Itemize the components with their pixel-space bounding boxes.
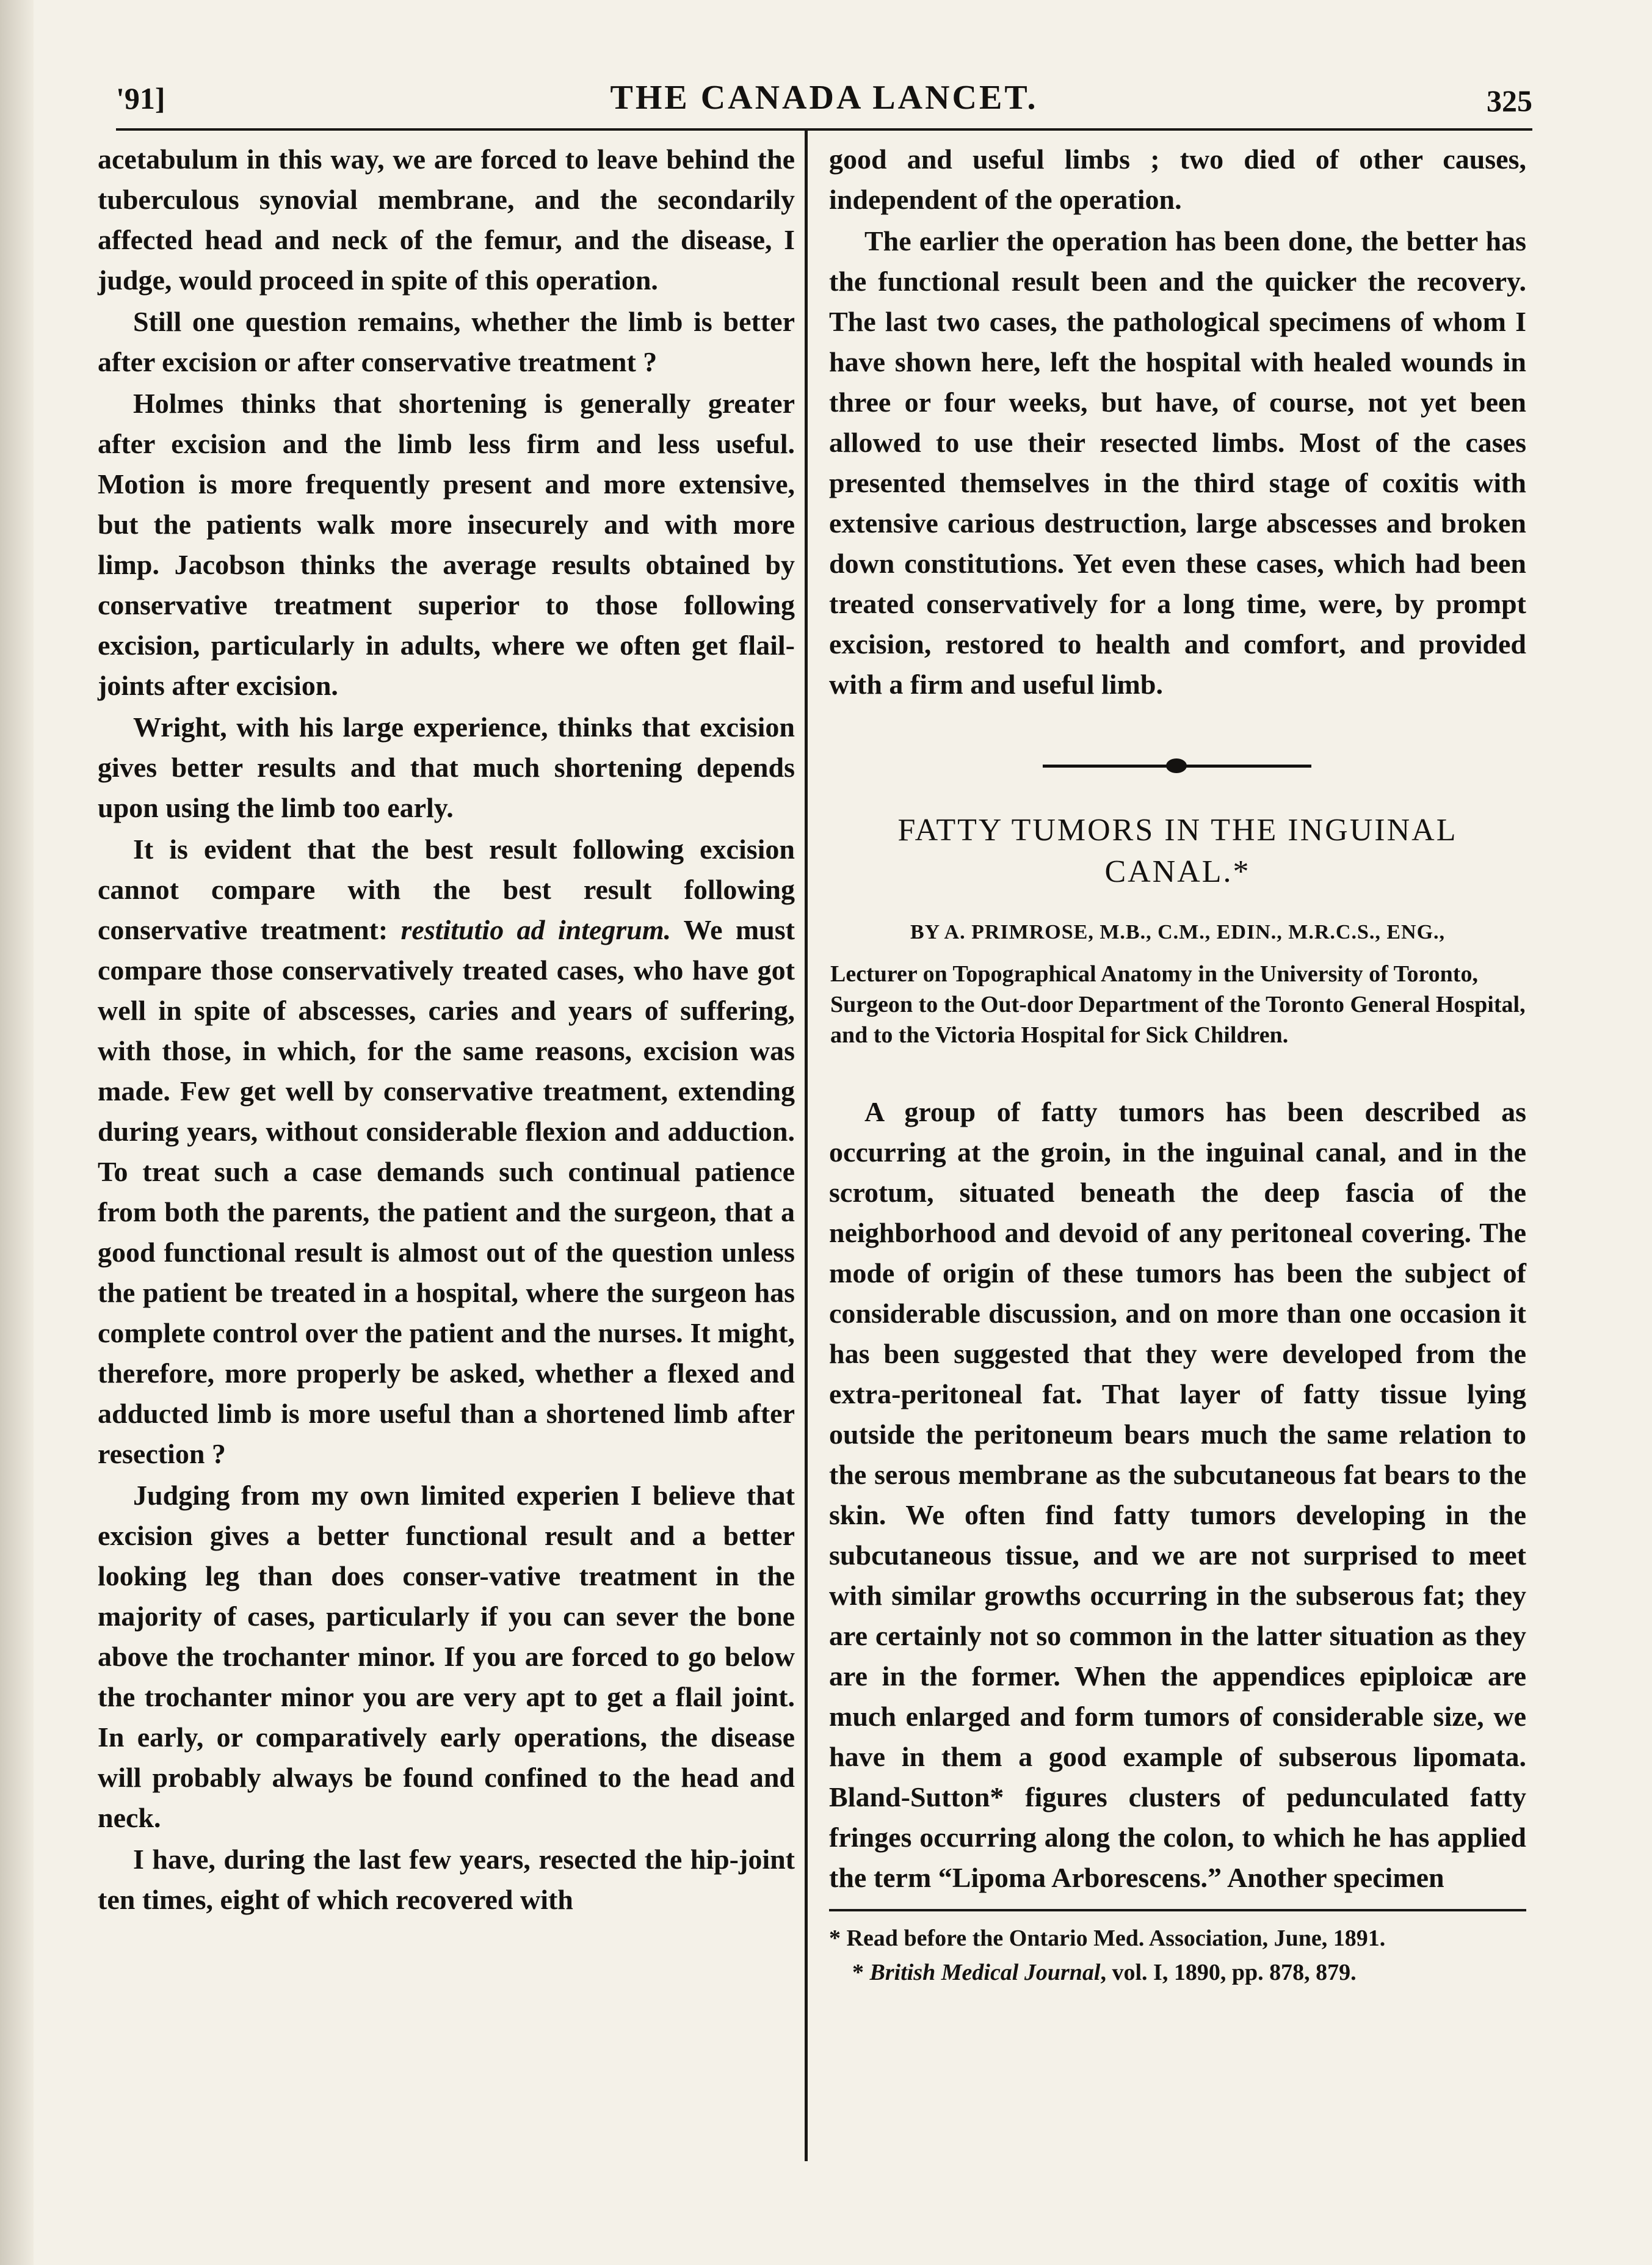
author-affiliation: Lecturer on Topographical Anatomy in the University of Toronto, Surgeon to the Out-door Department of the Toronto General Hospital, and to the Victoria Hospital for Sick Children.	[830, 961, 1526, 1048]
text-run: We must compare those conservatively treated cases, who have got well in spite of abscesses, caries and years of suffering, with those, in which, for the same reasons, excision was made. Few get well by conservative treatment, extending during years, without considerable flexion and adduction. To treat such a case demands such continual patience from both the parents, the patient and the surgeon, that a good functional result is almost out of the question unless the patient be treated in a hospital, where the surgeon has complete control over the patient and the nurses. It might, therefore, more properly be asked, whether a flexed and adducted limb is more useful than a shortened limb after resection ?	[98, 914, 795, 1469]
separator-ornament	[1166, 758, 1187, 773]
text-run: It is evident that the best result following excision cannot compare with the best result following conservative treatment:	[98, 834, 795, 945]
article-title: FATTY TUMORS IN THE INGUINAL CANAL.*	[897, 813, 1458, 889]
section-separator	[829, 740, 1526, 795]
right-column	[829, 139, 1526, 1990]
paragraph: Judging from my own limited experien I believe that excision gives a better functional result and a better looking leg than does conser-vative treatment in the majority of cases, particularly if you can sever the bone above the trochanter minor. If you are forced to go below the trochanter minor you are very apt to get a flail joint. In early, or comparatively early operations, the disease will probably always be found confined to the head and neck.	[98, 1480, 795, 1833]
text-run: , vol. I, 1890, pp. 878, 879.	[1100, 1960, 1357, 1985]
footnote-rule	[829, 1909, 1526, 1911]
footnote	[829, 1955, 1526, 1990]
column-divider	[805, 131, 808, 2161]
header-rule	[116, 128, 1532, 131]
left-column	[98, 139, 795, 1920]
paragraph: I have, during the last few years, resected the hip-joint ten times, eight of which recovered with	[98, 1844, 795, 1915]
journal-title: THE CANADA LANCET.	[610, 79, 1038, 117]
footnote: * Read before the Ontario Med. Association, June, 1891.	[829, 1925, 1386, 1951]
text-run: *	[852, 1960, 870, 1985]
article-body: A group of fatty tumors has been described as occurring at the groin, in the inguinal canal, and in the scrotum, situated beneath the deep fascia of the neighborhood and devoid of any peritoneal covering. The mode of origin of these tumors has been the subject of considerable discussion, and on more than one occasion it has been suggested that they were developed from the extra-peritoneal fat. That layer of fatty tissue lying outside the peritoneum bears much the same relation to the serous membrane as the subcutaneous fat bears to the skin. We often find fatty tumors developing in the subcutaneous tissue, and we are not surprised to meet with similar growths occurring in the subserous fat; they are certainly not so common in the latter situation as they are in the former. When the appendices epiploicæ are much enlarged and form tumors of considerable size, we have in them a good example of subserous lipomata. Bland-Sutton* figures clusters of pedunculated fatty fringes occurring along the colon, to which he has applied the term “Lipoma Arborescens.” Another specimen	[829, 1096, 1526, 1893]
paragraph: Wright, with his large experience, thinks that excision gives better results and that much shortening depends upon using the limb too early.	[98, 711, 795, 823]
paragraph: Holmes thinks that shortening is generally greater after excision and the limb less firm and less useful. Motion is more frequently present and more extensive, but the patients walk more insecurely and with more limp. Jacobson thinks the average results obtained by conservative treatment superior to those following excision, particularly in adults, where we often get flail-joints after excision.	[98, 388, 795, 701]
binding-shadow	[0, 0, 34, 2265]
paragraph: good and useful limbs ; two died of other causes, independent of the operation.	[829, 144, 1526, 215]
page-number: 325	[1487, 84, 1532, 118]
paragraph: The earlier the operation has been done, the better has the functional result been and the quicker the recovery. The last two cases, the pathological specimens of whom I have shown here, left the hospital with healed wounds in three or four weeks, but have, of course, not yet been allowed to use their resected limbs. Most of the cases presented themselves in the third stage of coxitis with extensive carious destruction, large abscesses and broken down constitutions. Yet even these cases, which had been treated conservatively for a long time, were, by prompt excision, restored to health and comfort, and provided with a firm and useful limb.	[829, 225, 1526, 700]
running-header	[116, 75, 1532, 129]
paragraph-with-latin-phrase	[98, 829, 795, 1474]
year-mark: '91]	[116, 81, 165, 115]
author-byline: BY A. PRIMROSE, M.B., C.M., EDIN., M.R.C.S., ENG.,	[910, 921, 1446, 943]
citation-journal: British Medical Journal	[869, 1960, 1101, 1985]
latin-phrase: restitutio ad integrum.	[400, 914, 672, 945]
paragraph: Still one question remains, whether the limb is better after excision or after conservative treatment ?	[98, 306, 795, 377]
paragraph: acetabulum in this way, we are forced to leave behind the tuberculous synovial membrane, and the secondarily affected head and neck of the femur, and the disease, I judge, would proceed in spite of this operation.	[98, 144, 795, 296]
